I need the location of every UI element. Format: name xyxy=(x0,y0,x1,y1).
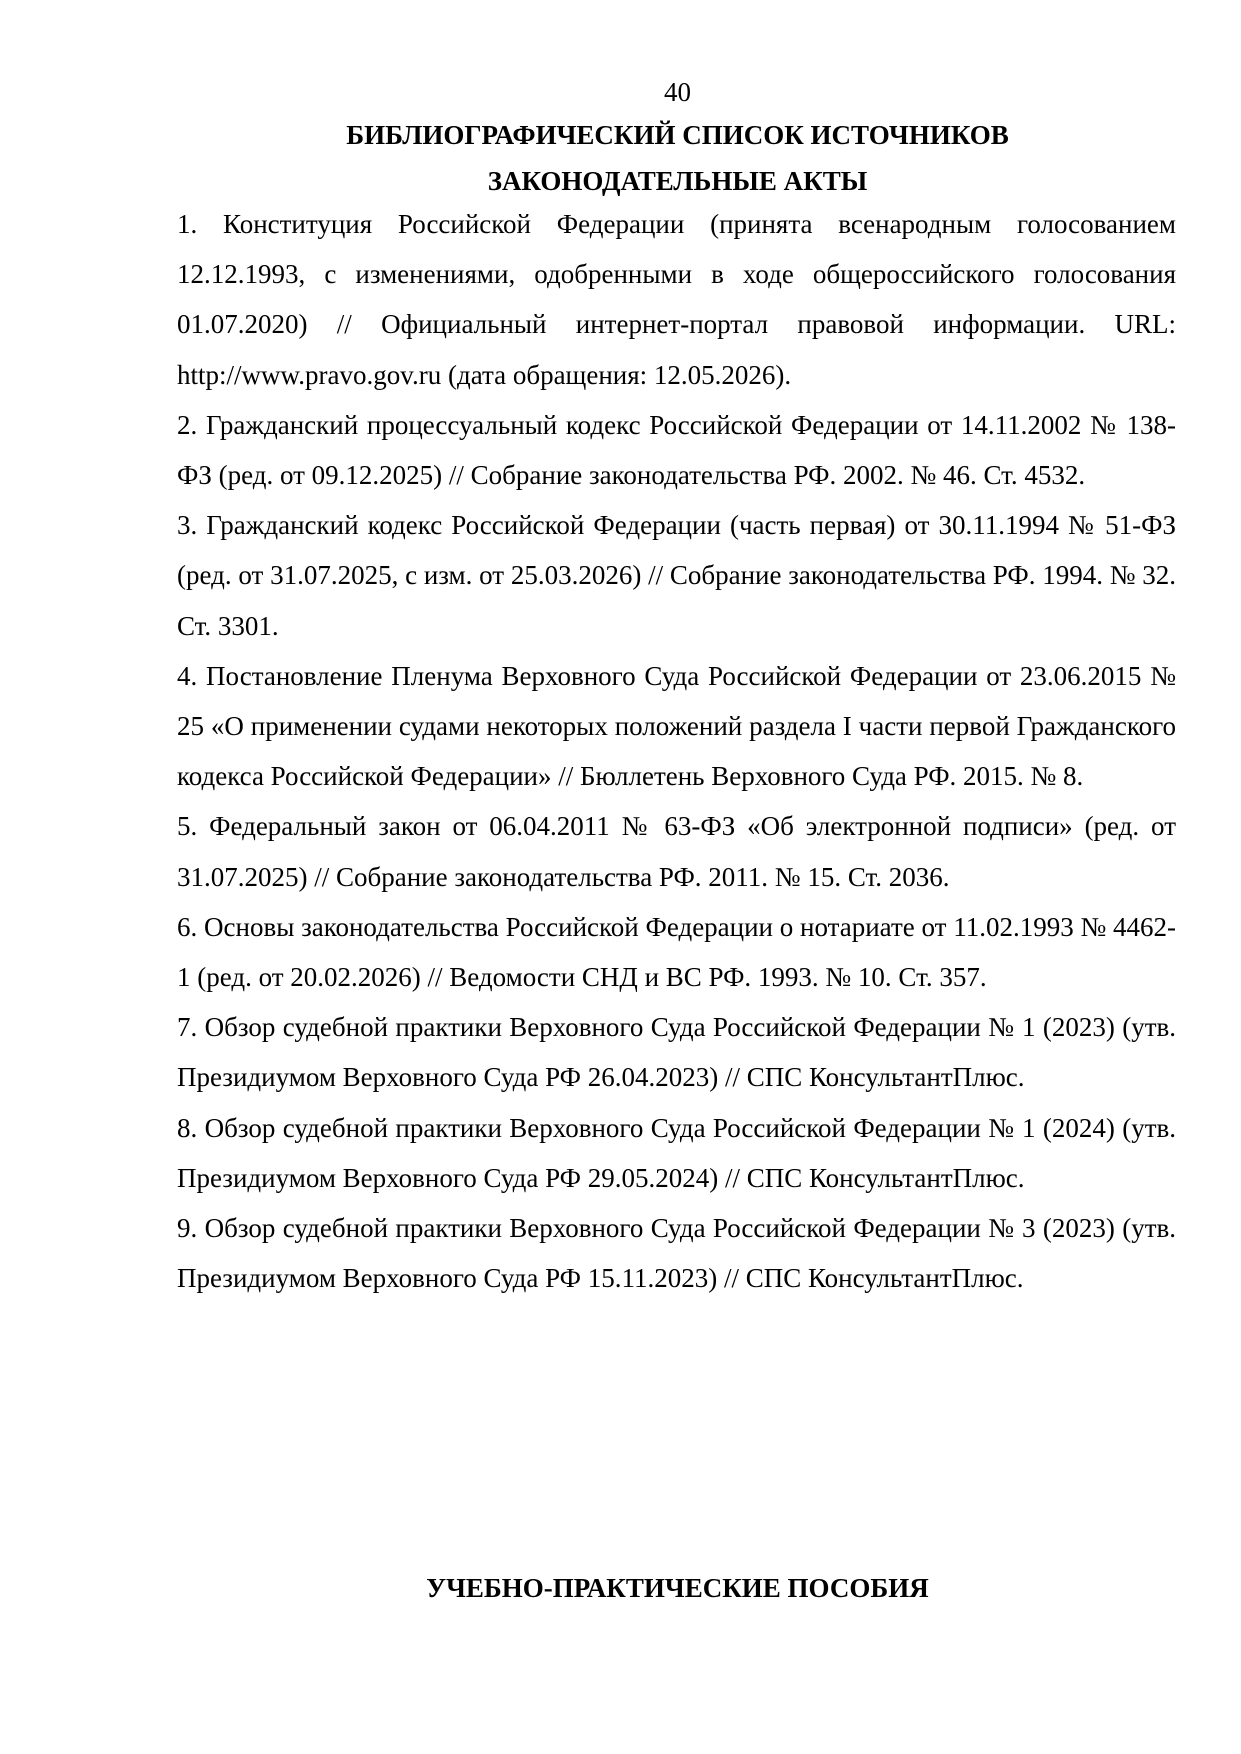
bibliography-item: 1. Конституция Российской Федерации (принята всенародным голосованием 12.12.1993, с изменениями, одобренными в ходе общероссийского голосования 01.07.2020) // Официальный интернет-портал правовой информации. URL: http://www.pravo.gov.ru (дата обращения: 12.05.2026). xyxy=(177,209,1176,390)
bibliography-title: БИБЛИОГРАФИЧЕСКИЙ СПИСОК ИСТОЧНИКОВ xyxy=(346,120,1009,150)
bibliography-item: 3. Гражданский кодекс Российской Федерации (часть первая) от 30.11.1994 № 51-ФЗ (ред. от 31.07.2025, с изм. от 25.03.2026) // Собрание законодательства РФ. 1994. № 32. Ст. 3301. xyxy=(177,510,1176,641)
bibliography-item: 9. Обзор судебной практики Верховного Суда Российской Федерации № 3 (2023) (утв. Президиумом Верховного Суда РФ 15.11.2023) // СПС КонсультантПлюс. xyxy=(177,1213,1176,1294)
bibliography-item: 4. Постановление Пленума Верховного Суда Российской Федерации от 23.06.2015 № 25 «О применении судами некоторых положений раздела I части первой Гражданского кодекса Российской Федерации» // Бюллетень Верховного Суда РФ. 2015. № 8. xyxy=(177,660,1176,792)
bibliography-item: 5. Федеральный закон от 06.04.2011 № 63-ФЗ «Об электронной подписи» (ред. от 31.07.2025) // Собрание законодательства РФ. 2011. № 15. Ст. 2036. xyxy=(177,811,1176,892)
bibliography-item: 7. Обзор судебной практики Верховного Суда Российской Федерации № 1 (2023) (утв. Президиумом Верховного Суда РФ 26.04.2023) // СПС КонсультантПлюс. xyxy=(177,1012,1176,1093)
section-heading-manuals: УЧЕБНО-ПРАКТИЧЕСКИЕ ПОСОБИЯ xyxy=(426,1573,929,1603)
bibliography-item: 6. Основы законодательства Российской Федерации о нотариате от 11.02.1993 № 4462-1 (ред. от 20.02.2026) // Ведомости СНД и ВС РФ. 1993. № 10. Ст. 357. xyxy=(177,911,1176,993)
bibliography-item: 8. Обзор судебной практики Верховного Суда Российской Федерации № 1 (2024) (утв. Президиумом Верховного Суда РФ 29.05.2024) // СПС КонсультантПлюс. xyxy=(177,1112,1176,1193)
bibliography-item: 2. Гражданский процессуальный кодекс Российской Федерации от 14.11.2002 № 138-ФЗ (ред. от 09.12.2025) // Собрание законодательства РФ. 2002. № 46. Ст. 4532. xyxy=(177,409,1176,491)
section-heading-legislation: ЗАКОНОДАТЕЛЬНЫЕ АКТЫ xyxy=(487,166,868,196)
legislation-list xyxy=(177,199,1176,1303)
page-number: 40 xyxy=(664,77,691,107)
